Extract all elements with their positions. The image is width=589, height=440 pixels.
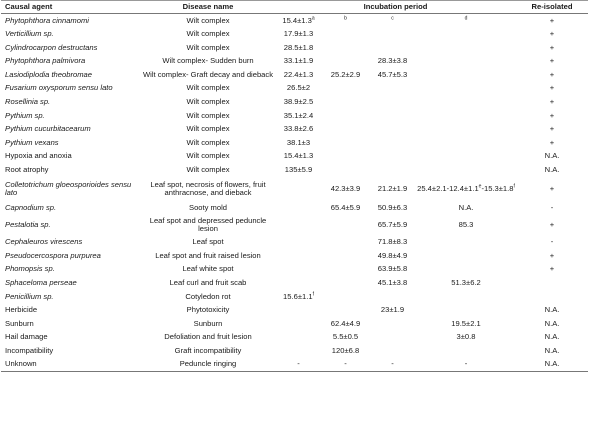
incubation-c-cell: 49.8±4.9 [377,250,408,260]
incubation-d-cell [416,14,516,28]
incubation-d-cell: - [416,358,516,372]
incubation-c-cell [369,330,416,344]
causal-agent-cell: Lasiodiplodia theobromae [5,69,92,79]
subheader-b: b [344,15,347,22]
incubation-b-cell: 5.5±0.5 [332,332,359,342]
incubation-c-cell [369,41,416,55]
disease-name-cell: Wilt complex [186,15,230,25]
disease-name-cell: Leaf spot and depressed peduncle lesion [149,216,267,233]
table-row [1,109,588,123]
incubation-c-cell: 28.3±3.8 [377,56,408,66]
disease-name-cell: Peduncle ringing [141,358,275,372]
re-isolated-cell: + [549,264,555,274]
incubation-b-cell [322,163,369,177]
causal-agent-cell: Incompatibility [5,345,54,355]
causal-agent-cell: Pythium cucurbitacearum [5,124,91,134]
footnote-mark: a [311,15,315,22]
re-isolated-cell: N.A. [544,318,560,328]
incubation-d-cell [416,41,516,55]
incubation-a-cell: 38.9±2.5 [283,97,314,107]
disease-name-cell: Wilt complex [186,83,230,93]
incubation-c-cell [369,27,416,41]
incubation-a-cell: 17.9±1.3 [283,29,314,39]
incubation-c-cell [369,122,416,136]
table-row [1,41,588,55]
table-row [1,330,588,344]
incubation-d-cell [416,27,516,41]
incubation-c-cell: 45.1±3.8 [377,278,408,287]
causal-agent-cell: Root atrophy [5,165,49,175]
table-row [1,214,588,235]
re-isolated-cell: - [550,237,554,247]
re-isolated-cell: + [549,97,555,107]
incubation-a-cell: 15.4±1.3 [283,151,314,161]
incubation-a-cell [275,262,322,276]
incubation-d-cell [416,344,516,358]
incubation-a-cell [275,303,322,317]
incubation-d-cell: 51.3±6.2 [451,278,481,287]
incubation-a-cell [275,177,322,201]
table-row [1,201,588,215]
header-causal-agent: Causal agent [1,1,141,14]
causal-agent-cell: Sphaceloma perseae [5,278,77,287]
footnote-mark: f [312,291,314,298]
incubation-a-cell [275,201,322,215]
incubation-a-cell [275,330,322,344]
table-row [1,68,588,82]
re-isolated-cell: + [549,56,555,66]
incubation-b-cell: 25.2±2.9 [330,69,361,79]
table-row [1,358,588,372]
re-isolated-cell: + [549,219,555,229]
table-row [1,177,588,201]
disease-name-cell: Cotyledon rot [185,291,231,301]
incubation-c-cell [369,149,416,163]
incubation-a-cell: 33.1±1.9 [283,56,314,66]
incubation-a-cell: 15.6±1.1$^f$ [283,291,314,301]
incubation-a-cell [275,214,322,235]
footnote-mark: f [513,183,515,190]
causal-agent-cell: Herbicide [5,305,38,315]
table-body [1,14,588,372]
incubation-c-cell: 65.7±5.9 [377,219,408,229]
incubation-b-cell [322,149,369,163]
incubation-c-cell [369,109,416,123]
causal-agent-cell: Unknown [1,358,141,372]
incubation-a-cell [275,249,322,263]
incubation-c-cell [369,81,416,95]
re-isolated-cell: + [549,124,555,134]
incubation-d-cell [416,81,516,95]
incubation-a-cell: - [275,358,322,372]
incubation-d-cell: 85.3 [458,219,474,229]
incubation-c-cell: 45.7±5.3 [377,69,408,79]
incubation-d-cell [416,235,516,249]
re-isolated-cell: N.A. [544,151,560,161]
incubation-c-cell [369,136,416,150]
subheader-c: c [391,15,394,22]
incubation-c-cell: 23±1.9 [380,305,405,315]
re-isolated-cell: N.A. [544,332,560,342]
re-isolated-cell: + [549,183,555,193]
re-isolated-cell: + [549,250,555,260]
re-isolated-cell: + [549,29,555,39]
incubation-b-cell [322,41,369,55]
incubation-d-cell: 25.4±2.1-12.4±1.1$^e$-15.3±1.8$^f$ [417,183,515,193]
incubation-c-cell: 50.9±6.3 [377,202,408,212]
incubation-c-cell [369,290,416,304]
re-isolated-cell: N.A. [544,165,560,175]
incubation-d-cell [416,68,516,82]
table-row [1,14,588,28]
re-isolated-cell: + [549,137,555,147]
disease-name-cell: Wilt complex- Sudden burn [162,56,254,66]
incubation-a-cell: 38.1±3 [286,137,311,147]
disease-name-cell: Leaf spot, necrosis of flowers, fruit anthracnose, and dieback [150,180,266,197]
incubation-d-cell: 3±0.8 [456,332,476,342]
header-re-isolated: Re-isolated [516,1,588,14]
re-isolated-cell: N.A. [544,305,560,315]
incubation-b-cell [322,290,369,304]
table-row [1,136,588,150]
table-row [1,163,588,177]
table-row [1,344,588,358]
causal-agent-cell: Phytophthora palmivora [5,56,86,66]
re-isolated-cell: N.A. [516,358,588,372]
incubation-table [1,0,588,372]
incubation-c-cell [369,95,416,109]
causal-agent-cell: Verticillium sp. [5,29,54,39]
incubation-a-cell: 28.5±1.8 [283,42,314,52]
incubation-b-cell [322,249,369,263]
disease-name-cell: Graft incompatibility [174,345,242,355]
incubation-d-cell: N.A. [458,202,474,212]
causal-agent-cell: Fusarium oxysporum sensu lato [5,83,113,93]
incubation-d-cell [416,109,516,123]
disease-name-cell: Wilt complex [186,97,230,107]
disease-name-cell: Leaf curl and fruit scab [169,278,247,287]
incubation-a-cell [275,344,322,358]
header-row [1,1,588,14]
incubation-d-cell [416,163,516,177]
incubation-b-cell [322,54,369,68]
table-row [1,249,588,263]
table-row [1,276,588,290]
causal-agent-cell: Hypoxia and anoxia [5,151,72,161]
incubation-b-cell [322,303,369,317]
causal-agent-cell: Hail damage [5,332,48,342]
re-isolated-cell: + [549,69,555,79]
causal-agent-cell: Sunburn [5,318,34,328]
re-isolated-cell: + [549,42,555,52]
incubation-c-cell: - [369,358,416,372]
incubation-a-cell: 22.4±1.3 [283,69,314,79]
disease-name-cell: Phytotoxicity [186,305,230,315]
incubation-a-cell: 33.8±2.6 [283,124,314,134]
re-isolated-cell: + [549,110,555,120]
re-isolated-cell: + [549,83,555,93]
incubation-a-cell [275,276,322,290]
incubation-b-cell: 120±6.8 [331,345,360,355]
incubation-d-cell [416,149,516,163]
causal-agent-cell: Phomopsis sp. [5,264,55,274]
re-isolated-cell [516,276,588,290]
incubation-c-cell [369,163,416,177]
causal-agent-cell: Rosellinia sp. [5,97,51,107]
table-row [1,27,588,41]
incubation-c-cell [369,344,416,358]
header-disease-name: Disease name [141,1,275,14]
table-row [1,54,588,68]
causal-agent-cell: Penicillium sp. [5,291,54,301]
incubation-b-cell [322,235,369,249]
incubation-b-cell [322,95,369,109]
causal-agent-cell: Pseudocercospora purpurea [5,250,101,260]
incubation-c-cell [369,317,416,331]
incubation-d-cell [416,95,516,109]
footnote-mark: e [478,183,482,190]
incubation-b-cell [322,109,369,123]
incubation-a-cell: 35.1±2.4 [283,110,314,120]
incubation-b-cell [322,136,369,150]
incubation-d-cell [416,262,516,276]
incubation-b-cell: 42.3±3.9 [330,183,361,193]
incubation-d-cell: 19.5±2.1 [451,318,481,328]
disease-name-cell: Sooty mold [189,202,227,212]
incubation-a-cell: 135±5.9 [284,165,313,175]
incubation-b-cell [322,122,369,136]
subheader-d: d [464,15,468,22]
table-row [1,235,588,249]
disease-name-cell: Sunburn [193,318,223,328]
table-row [1,290,588,304]
incubation-a-cell [275,235,322,249]
incubation-b-cell: - [322,358,369,372]
header-incubation-period: Incubation period [275,1,516,14]
incubation-c-cell: 63.9±5.8 [377,264,408,274]
incubation-d-cell [416,54,516,68]
causal-agent-cell: Cylindrocarpon destructans [5,42,98,52]
incubation-c-cell: 21.2±1.9 [377,183,408,193]
causal-agent-cell: Pestalotia sp. [5,219,51,229]
disease-name-cell: Wilt complex [186,110,230,120]
incubation-d-cell [416,122,516,136]
causal-agent-cell: Pythium vexans [5,137,59,147]
incubation-b-cell: 62.4±4.9 [330,318,361,328]
disease-name-cell: Wilt complex [186,151,230,161]
incubation-d-cell [416,290,516,304]
disease-name-cell: Wilt complex [186,42,230,52]
disease-name-cell: Wilt complex- Graft decay and dieback [143,69,273,79]
incubation-a-cell [275,317,322,331]
incubation-b-cell [322,27,369,41]
incubation-b-cell [322,81,369,95]
table-row [1,149,588,163]
causal-agent-cell: Capnodium sp. [5,202,57,212]
incubation-a-cell: 15.4±1.3$^a$ [282,15,315,25]
incubation-d-cell [416,249,516,263]
table-row [1,95,588,109]
incubation-b-cell [322,214,369,235]
disease-name-cell: Wilt complex [186,137,230,147]
re-isolated-cell [516,290,588,304]
table-row [1,262,588,276]
table-row [1,81,588,95]
disease-name-cell: Wilt complex [186,29,230,39]
incubation-a-cell: 26.5±2 [286,83,311,93]
incubation-b-cell [322,262,369,276]
causal-agent-cell: Pythium sp. [5,110,45,120]
disease-name-cell: Leaf spot [192,237,224,247]
disease-name-cell: Defoliation and fruit lesion [164,332,252,342]
re-isolated-cell: + [549,15,555,25]
incubation-c-cell [369,14,416,28]
incubation-d-cell [416,136,516,150]
disease-name-cell: Leaf spot and fruit raised lesion [155,250,261,260]
causal-agent-cell: Colletotrichum gloeosporioides sensu lato [5,180,132,197]
incubation-d-cell [416,303,516,317]
incubation-b-cell: 65.4±5.9 [330,202,361,212]
re-isolated-cell: N.A. [544,345,560,355]
incubation-b-cell [322,276,369,290]
disease-name-cell: Leaf white spot [182,264,234,274]
disease-name-cell: Wilt complex [186,165,230,175]
causal-agent-cell: Cephaleuros virescens [5,237,83,247]
table-row [1,317,588,331]
incubation-c-cell: 71.8±8.3 [377,237,408,247]
incubation-b-cell [322,14,369,28]
table-row [1,122,588,136]
table-row [1,303,588,317]
causal-agent-cell: Phytophthora cinnamomi [5,15,89,25]
disease-name-cell: Wilt complex [186,124,230,134]
re-isolated-cell: - [550,202,554,212]
